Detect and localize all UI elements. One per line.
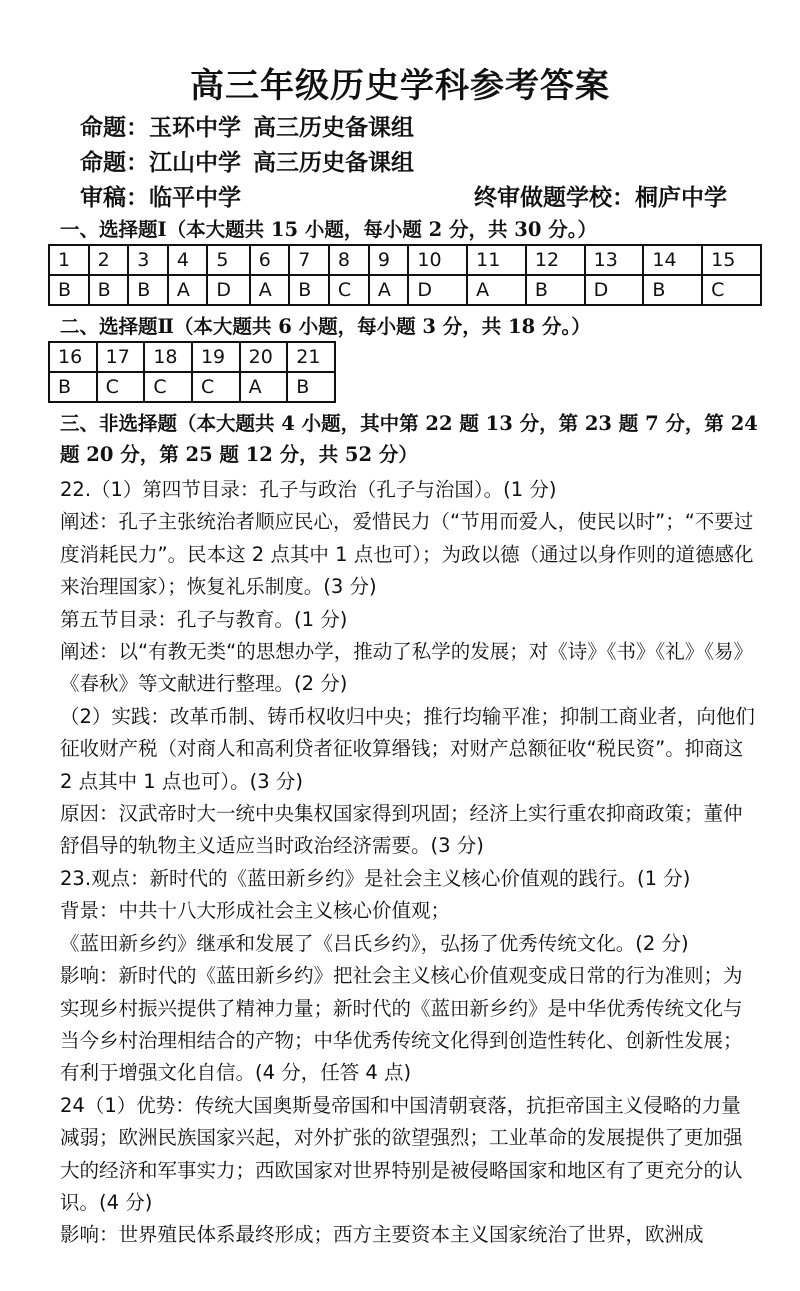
question-number: 3 <box>128 245 168 275</box>
question-number: 4 <box>168 245 208 275</box>
answer-cell: A <box>168 275 208 305</box>
answer-cell: D <box>585 275 644 305</box>
answer-paragraph: 阐述：以“有教无类“的思想办学，推动了私学的发展；对《诗》《书》《礼》《易》《春秋》等文献进行整理。(2 分) <box>60 640 753 696</box>
answer-paragraph: 22.（1）第四节目录：孔子与政治（孔子与治国）。(1 分) <box>60 478 557 501</box>
answer-paragraph: 背景：中共十八大形成社会主义核心价值观； <box>60 899 451 923</box>
answer-cell: C <box>192 372 240 402</box>
question-number: 13 <box>585 245 644 275</box>
section-1-number-row <box>49 245 761 275</box>
answer-cell: D <box>207 275 249 305</box>
question-number: 14 <box>643 245 702 275</box>
section-2-answer-table <box>48 341 336 403</box>
answer-cell: A <box>467 275 526 305</box>
answer-cell: B <box>128 275 168 305</box>
answer-cell: B <box>289 275 329 305</box>
question-number: 17 <box>97 342 145 372</box>
question-number: 15 <box>702 245 761 275</box>
section-1-answer-table <box>48 244 762 306</box>
section-1-heading: 一、选择题Ⅰ（本大题共 15 小题，每小题 2 分，共 30 分。） <box>60 218 597 241</box>
question-number: 8 <box>329 245 369 275</box>
section-3-heading: 三、非选择题（本大题共 4 小题，其中第 22 题 13 分，第 23 题 7 分，第 24 题 20 分，第 25 题 12 分，共 52 分） <box>60 412 758 466</box>
answer-paragraph: 影响：新时代的《蓝田新乡约》把社会主义核心价值观变成日常的行为准则；为实现乡村振兴提供了精神力量；新时代的《蓝田新乡约》是中华优秀传统文化与当今乡村治理相结合的产物；中华优秀传统文化得到创造性转化、创新性发展；有利于增强文化自信。(4 分，任答 4 点) <box>60 964 743 1085</box>
page-title: 高三年级历史学科参考答案 <box>190 66 610 106</box>
answer-paragraph: 24（1）优势：传统大国奥斯曼帝国和中国清朝衰落，抗拒帝国主义侵略的力量减弱；欧洲民族国家兴起，对外扩张的欲望强烈；工业革命的发展提供了更加强大的经济和军事实力；西欧国家对世界特别是被侵略国家和地区有了更充分的认识。(4 分) <box>60 1093 743 1214</box>
section-2-answer-row <box>49 372 335 402</box>
meta-line-3 <box>80 183 727 213</box>
meta-line-1-label: 命题：玉环中学 <box>80 114 241 141</box>
question-number: 9 <box>369 245 409 275</box>
answer-paragraph: 原因：汉武帝时大一统中央集权国家得到巩固；经济上实行重农抑商政策；董仲舒倡导的轨物主义适应当时政治经济需要。(3 分) <box>60 802 743 858</box>
answer-cell: B <box>89 275 129 305</box>
meta-line-2-value: 高三历史备课组 <box>253 149 414 176</box>
section-1-answer-row <box>49 275 761 305</box>
answer-cell: C <box>97 372 145 402</box>
question-number: 16 <box>49 342 97 372</box>
answer-cell: B <box>526 275 585 305</box>
answer-paragraph: 23.观点：新时代的《蓝田新乡约》是社会主义核心价值观的践行。(1 分) <box>60 866 691 890</box>
answer-cell: C <box>702 275 761 305</box>
meta-line-3-right: 终审做题学校：桐庐中学 <box>474 184 727 211</box>
question-number: 12 <box>526 245 585 275</box>
answer-cell: B <box>287 372 335 402</box>
question-number: 6 <box>250 245 290 275</box>
meta-line-3-label: 审稿：临平中学 <box>80 184 241 211</box>
answer-cell: C <box>329 275 369 305</box>
question-number: 10 <box>408 245 467 275</box>
question-number: 21 <box>287 342 335 372</box>
meta-line-2 <box>80 148 414 178</box>
question-number: 19 <box>192 342 240 372</box>
question-number: 7 <box>289 245 329 275</box>
answer-cell: A <box>250 275 290 305</box>
question-number: 11 <box>467 245 526 275</box>
answer-cell: B <box>643 275 702 305</box>
question-number: 20 <box>240 342 288 372</box>
answer-cell: B <box>49 372 97 402</box>
answer-paragraph: 阐述：孔子主张统治者顺应民心，爱惜民力（“节用而爱人，使民以时”；“不要过度消耗民力”。民本这 2 点其中 1 点也可）；为政以德（通过以身作则的道德感化来治理国家）；恢复礼乐制度。(3 分) <box>60 510 754 599</box>
meta-line-1 <box>80 113 414 143</box>
answer-paragraph: （2）实践：改革币制、铸币权收归中央；推行均输平准；抑制工商业者，向他们征收财产税（对商人和高利贷者征收算缗钱；对财产总额征收“税民资”。抑商这 2 点其中 1 点也可）。(3 分) <box>60 704 755 793</box>
question-number: 18 <box>144 342 192 372</box>
question-number: 2 <box>89 245 129 275</box>
question-number: 5 <box>207 245 249 275</box>
answer-paragraph: 影响：世界殖民体系最终形成；西方主要资本主义国家统治了世界，欧洲成 <box>60 1223 704 1247</box>
section-2-heading: 二、选择题Ⅱ（本大题共 6 小题，每小题 3 分，共 18 分。） <box>60 315 591 338</box>
answer-body <box>60 474 760 1252</box>
meta-line-1-value: 高三历史备课组 <box>253 114 414 141</box>
question-number: 1 <box>49 245 89 275</box>
section-2-number-row <box>49 342 335 372</box>
answer-cell: A <box>369 275 409 305</box>
answer-paragraph: 《蓝田新乡约》继承和发展了《吕氏乡约》，弘扬了优秀传统文化。(2 分) <box>60 931 689 955</box>
answer-cell: C <box>144 372 192 402</box>
answer-cell: A <box>240 372 288 402</box>
answer-paragraph: 第五节目录：孔子与教育。(1 分) <box>60 607 348 631</box>
meta-line-2-label: 命题：江山中学 <box>80 149 241 176</box>
answer-cell: D <box>408 275 467 305</box>
answer-cell: B <box>49 275 89 305</box>
